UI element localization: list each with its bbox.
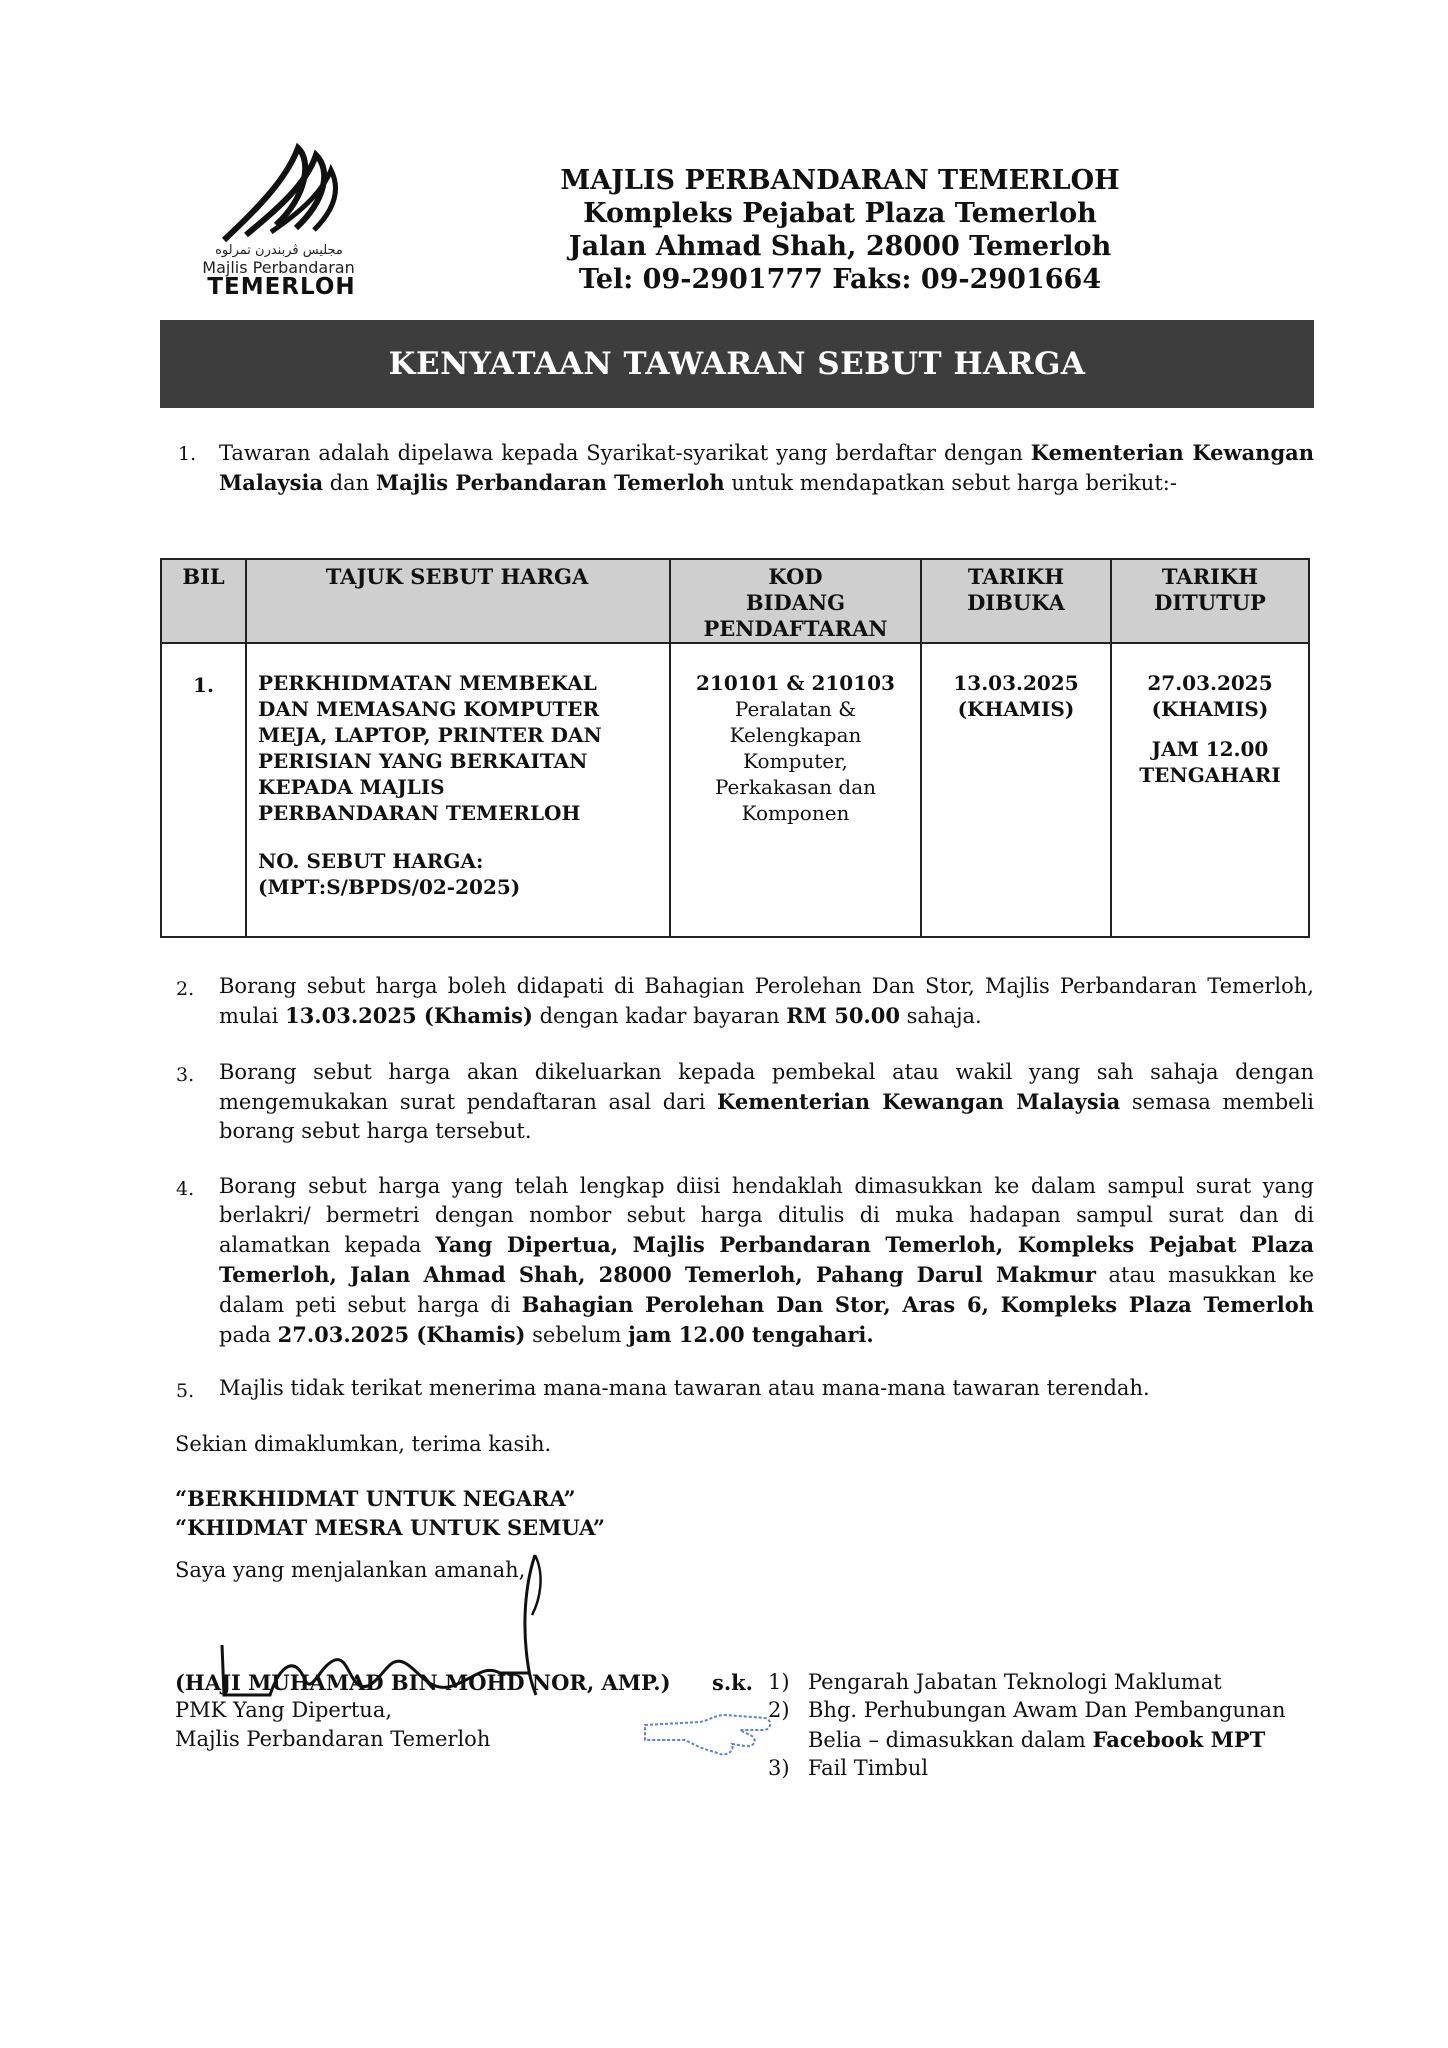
motto-2: “KHIDMAT MESRA UNTUK SEMUA” bbox=[175, 1515, 605, 1540]
para-4: Borang sebut harga yang telah lengkap diisi hendaklah dimasukkan ke dalam sampul surat yang berlakri/ bermetri dengan nombor sebut harga ditulis di muka hadapan sampul surat dan di alamatkan kepada Yang Dipertua, Majlis Perbandaran Temerloh, Kompleks Pejabat Plaza Temerloh, Jalan Ahmad Shah, 28000 Temerloh, Pahang Darul Makmur atau masukkan ke dalam peti sebut harga di Bahagian Perolehan Dan Stor, Aras 6, Kompleks Plaza Temerloh pada 27.03.2025 (Khamis) sebelum jam 12.00 tengahari. bbox=[219, 1174, 1315, 1347]
header-kod: KOD BIDANG PENDAFTARAN bbox=[703, 564, 888, 641]
row-tajuk: PERKHIDMATAN MEMBEKAL DAN MEMASANG KOMPUTER MEJA, LAPTOP, PRINTER DAN PERISIAN YANG BERKAITAN KEPADA MAJLIS PERBANDARAN TEMERLOH NO. SEBUT HARGA: (MPT:S/BPDS/02-2025) bbox=[258, 670, 668, 900]
logo-name: TEMERLOH bbox=[207, 274, 356, 300]
pointing-hand-stamp-icon bbox=[640, 1700, 780, 1770]
para-4-number: 4. bbox=[176, 1178, 195, 1200]
para-2-number: 2. bbox=[176, 978, 195, 1000]
row-bil: 1. bbox=[193, 673, 214, 697]
header-tajuk: TAJUK SEBUT HARGA bbox=[325, 564, 589, 589]
logo-subtitle: Majlis Perbandaran bbox=[202, 258, 355, 277]
para-1-number: 1. bbox=[178, 443, 197, 465]
logo-jawi-text: مجليس ڤربندرن تمرلوه bbox=[215, 243, 343, 258]
para-5: Majlis tidak terikat menerima mana-mana tawaran atau mana-mana tawaran terendah. bbox=[219, 1376, 1150, 1400]
organisation-header bbox=[540, 164, 1140, 296]
document-title: KENYATAAN TAWARAN SEBUT HARGA bbox=[388, 346, 1086, 382]
swoosh-logo-icon bbox=[216, 140, 346, 250]
signoff: Saya yang menjalankan amanah, bbox=[175, 1558, 526, 1582]
para-3-number: 3. bbox=[176, 1064, 195, 1086]
kod-code: 210101 & 210103 bbox=[696, 671, 895, 695]
signatory-org: Majlis Perbandaran Temerloh bbox=[175, 1727, 491, 1751]
document-title-banner bbox=[160, 320, 1314, 408]
cc-item-3: Fail Timbul bbox=[808, 1756, 929, 1780]
row-tarikh-ditutup: 27.03.2025 (KHAMIS) JAM 12.00 TENGAHARI bbox=[1139, 671, 1281, 787]
motto-1: “BERKHIDMAT UNTUK NEGARA” bbox=[175, 1486, 576, 1511]
row-kod: 210101 & 210103 Peralatan & Kelengkapan Komputer, Perkakasan dan Komponen bbox=[671, 670, 920, 826]
para-1-bold-ministry: Kementerian Kewangan Malaysia bbox=[219, 440, 1315, 495]
header-tarikh-ditutup: TARIKH DITUTUP bbox=[1154, 564, 1266, 615]
document-page: مجليس ڤربندرن تمرلوه Majlis Perbandaran TEMERLOH MAJLIS PERBANDARAN TEMERLOH Kompleks Pejabat Plaza Temerloh Jalan Ahmad Shah, 28000 Temerloh Tel: 09-2901777 Faks: 09-2901664 KENYATAAN TAWARAN SEBUT HARGA 1. Tawaran adalah dipelawa kepada Syarikat-syarikat yang berdaftar dengan Kementerian Kewangan Malaysia dan Majlis Perbandaran Temerloh untuk mendapatkan sebut harga berikut:- BIL TAJUK SEBUT HARGA KOD BIDANG PENDAFTARAN TARIKH DIBUKA TARIKH DITUTUP 1. PERKHIDMATAN MEMBEKAL DAN MEMASANG KOMPUTER MEJA, LAPTOP, PRINTER DAN PERISIAN YANG BERKAITAN KEPADA MAJLIS PERBANDARAN TEMERLOH NO. SEBUT HARGA: (MPT:S/BPDS/02-2025) 210101 & 210103 Peralatan & Kelengkapan Komputer, Perkakasan dan Komponen 13.03.2025 (KHAMIS) 27.03.2025 (KHAMIS) JAM 12.00 TENGAHARI 2. Borang sebut harga boleh didapati di Bahagian Perolehan Dan Stor, Majlis Perbandaran Temerloh, mulai 13.03.2025 (Khamis) dengan kadar bayaran RM 50.00 sahaja. 3. Borang sebut harga akan dikeluarkan kepada pembekal atau wakil yang sah sahaja dengan mengemukakan surat pendaftaran asal dari Kementerian Kewangan Malaysia semasa membeli borang sebut harga tersebut. 4. Borang sebut harga yang telah lengkap diisi hendaklah dimasukkan ke dalam sampul surat yang berlakri/ bermetri dengan nombor sebut harga ditulis di muka hadapan sampul surat dan di alamatkan kepada Yang Dipertua, Majlis Perbandaran Temerloh, Kompleks Pejabat Plaza Temerloh, Jalan Ahmad Shah, 28000 Temerloh, Pahang Darul Makmur atau masukkan ke dalam peti sebut harga di Bahagian Perolehan Dan Stor, Aras 6, Kompleks Plaza Temerloh pada 27.03.2025 (Khamis) sebelum jam 12.00 tengahari. 5. Majlis tidak terikat menerima mana-mana tawaran atau mana-mana tawaran terendah. Sekian dimaklumkan, terima kasih. “BERKHIDMAT UNTUK NEGARA” “KHIDMAT MESRA UNTUK SEMUA” Saya yang menjalankan amanah, (HAJI MUHAMAD BIN MOHD NOR, AMP.) PMK Yang Dipertua, Majlis Perbandaran Temerloh s.k. 1) Pengarah Jabatan Teknologi Maklumat 2) Bhg. Perhubungan Awam Dan Pembangunan Belia – dimasukkan dalam Facebook MPT 3) Fail Timbul bbox=[0, 0, 1448, 2048]
org-contact: Tel: 09-2901777 Faks: 09-2901664 bbox=[578, 264, 1102, 295]
mpt-logo bbox=[186, 140, 376, 300]
cc-label: s.k. bbox=[712, 1670, 753, 1695]
quotation-number: (MPT:S/BPDS/02-2025) bbox=[258, 875, 521, 899]
org-address-line-2: Jalan Ahmad Shah, 28000 Temerloh bbox=[568, 231, 1112, 262]
row-tarikh-dibuka: 13.03.2025 (KHAMIS) bbox=[953, 671, 1079, 721]
para-3: Borang sebut harga akan dikeluarkan kepada pembekal atau wakil yang sah sahaja dengan mengemukakan surat pendaftaran asal dari Kementerian Kewangan Malaysia semasa membeli borang sebut harga tersebut. bbox=[219, 1060, 1315, 1143]
cc-item-2: Bhg. Perhubungan Awam Dan Pembangunan bbox=[808, 1698, 1286, 1722]
header-bil: BIL bbox=[182, 564, 225, 589]
para-5-number: 5. bbox=[176, 1380, 195, 1402]
quotation-table bbox=[160, 558, 1310, 938]
signatory-title: PMK Yang Dipertua, bbox=[175, 1698, 393, 1722]
org-address-line-1: Kompleks Pejabat Plaza Temerloh bbox=[583, 198, 1097, 229]
header-tarikh-dibuka: TARIKH DIBUKA bbox=[967, 564, 1065, 615]
quotation-number-label: NO. SEBUT HARGA: bbox=[258, 849, 484, 873]
org-name: MAJLIS PERBANDARAN TEMERLOH bbox=[560, 165, 1120, 196]
cc-item-1: Pengarah Jabatan Teknologi Maklumat bbox=[808, 1670, 1222, 1694]
signatory-name: (HAJI MUHAMAD BIN MOHD NOR, AMP.) bbox=[175, 1670, 671, 1695]
para-1-bold-council: Majlis Perbandaran Temerloh bbox=[375, 470, 725, 495]
para-1: Tawaran adalah dipelawa kepada Syarikat-syarikat yang berdaftar dengan Kementerian Kewangan Malaysia dan Majlis Perbandaran Temerloh untuk mendapatkan sebut harga berikut:- bbox=[219, 440, 1315, 495]
para-2: Borang sebut harga boleh didapati di Bahagian Perolehan Dan Stor, Majlis Perbandaran Temerloh, mulai 13.03.2025 (Khamis) dengan kadar bayaran RM 50.00 sahaja. bbox=[219, 974, 1314, 1028]
closing-line: Sekian dimaklumkan, terima kasih. bbox=[175, 1432, 552, 1456]
cc-item-2-line-2: Belia – dimasukkan dalam Facebook MPT bbox=[808, 1727, 1266, 1752]
